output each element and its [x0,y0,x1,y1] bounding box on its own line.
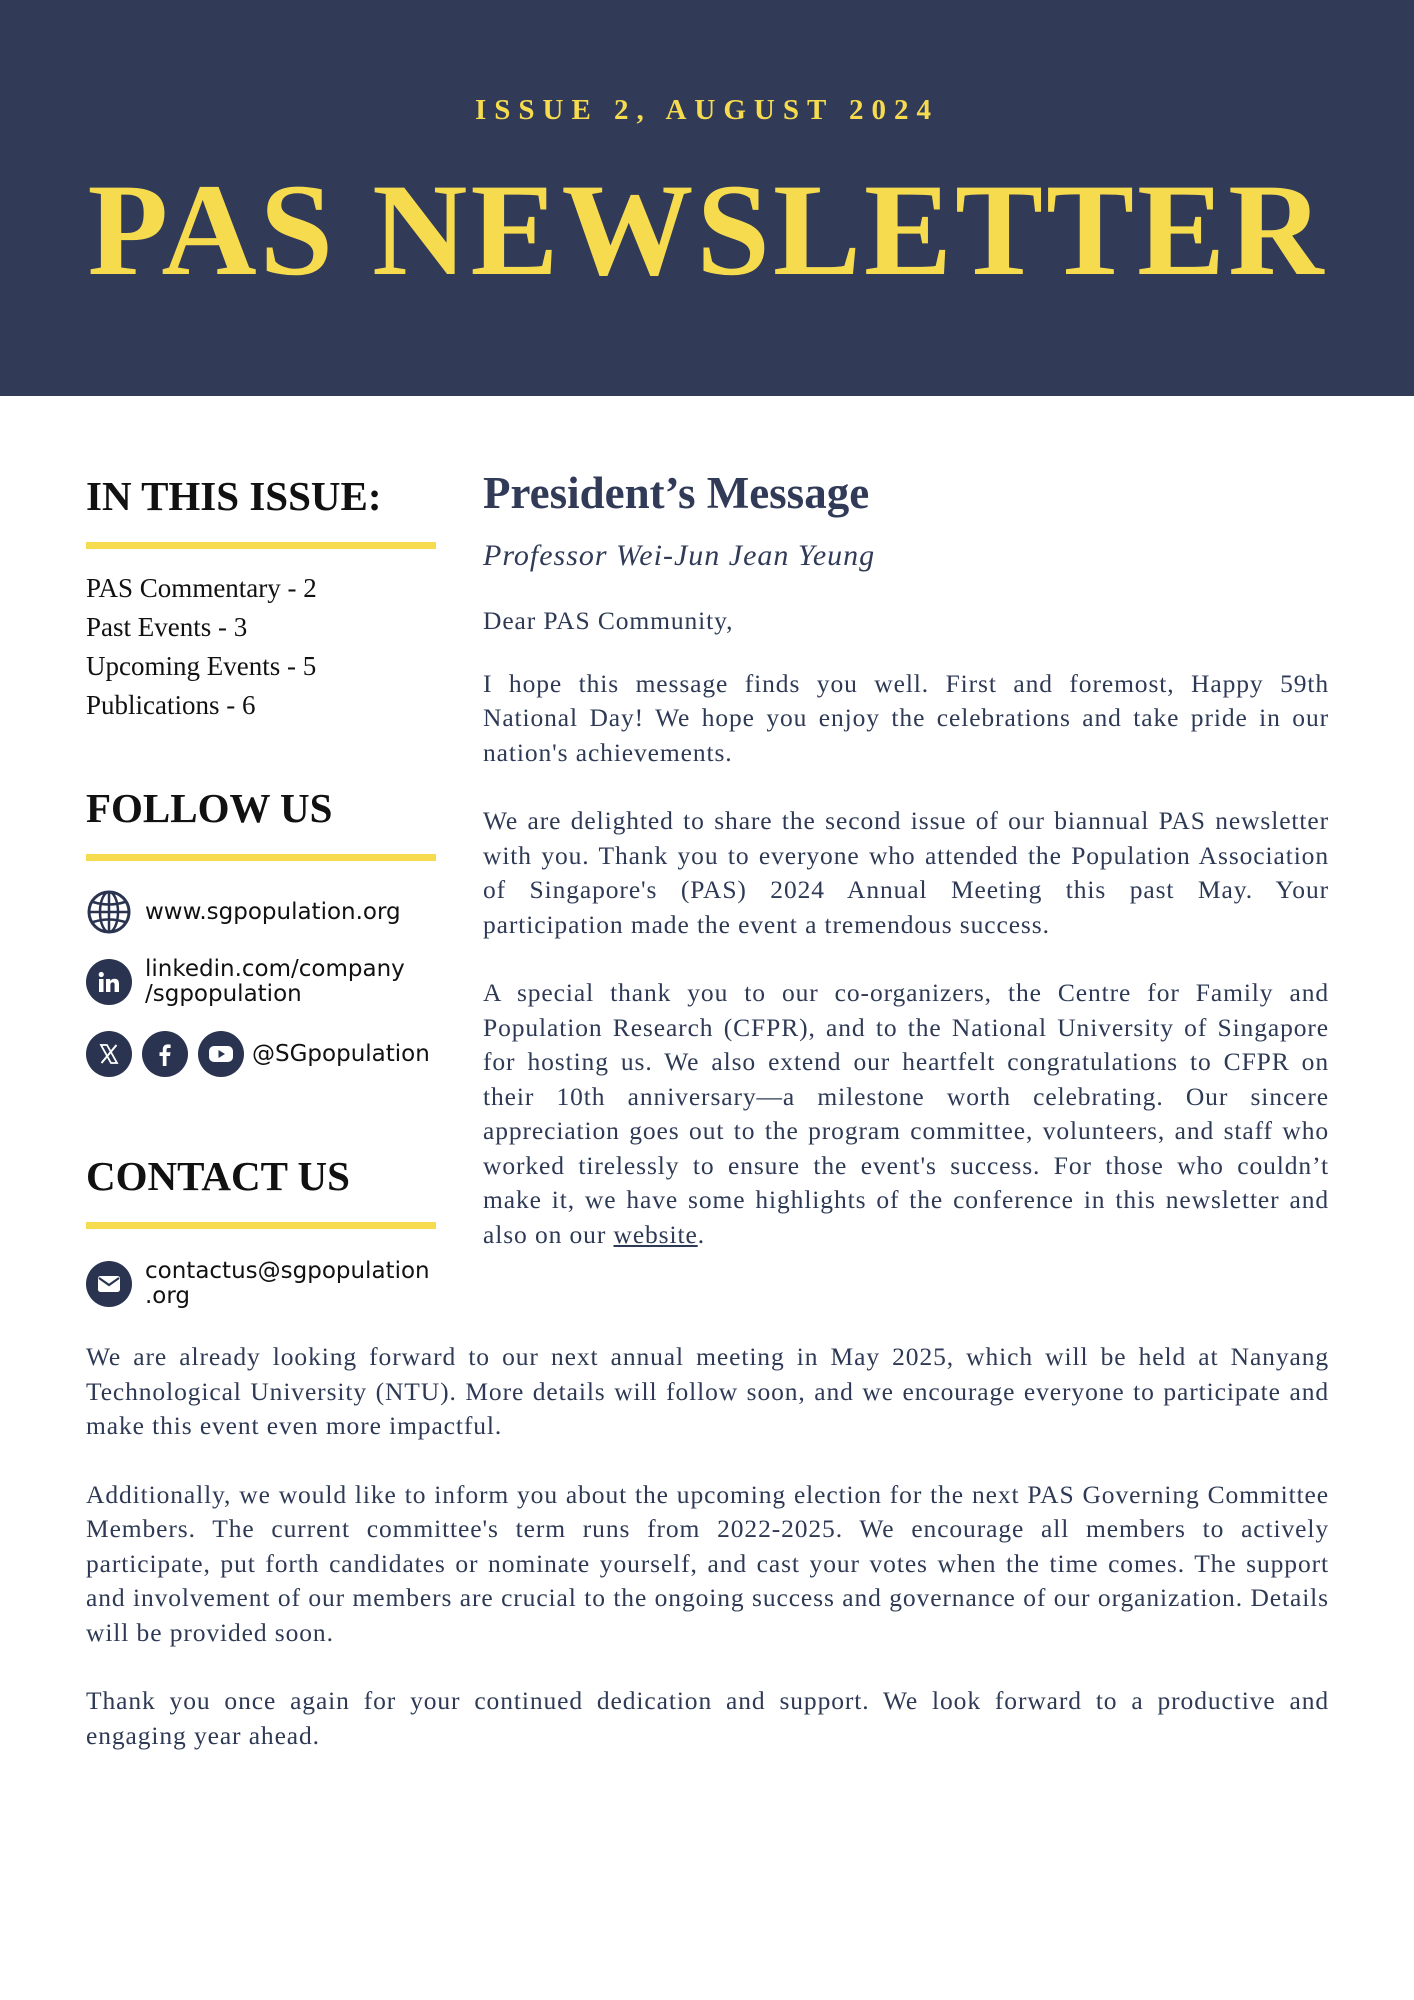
paragraph: Additionally, we would like to inform you about the upcoming election for the next PAS Governing Committee Members. The current committee's term runs from 2022-2025. We encourage all members to actively participate, put forth candidates or nominate yourself, and cast your votes when the time comes. The support and involvement of our members are crucial to the ongoing success and governance of our organization. Details will be provided soon. [86,1479,1329,1647]
issue-date: ISSUE 2, AUGUST 2024 [474,94,940,126]
follow-us-heading: FOLLOW US [86,785,333,831]
linkedin-row[interactable] [86,957,446,1007]
greeting: Dear PAS Community, [483,606,734,635]
mail-icon [86,1261,132,1307]
website-link[interactable]: website [613,1219,698,1249]
in-this-issue-heading: IN THIS ISSUE: [86,473,382,519]
globe-icon [86,889,132,935]
newsletter-title: PAS NEWSLETTER [87,156,1327,303]
divider [86,854,436,861]
website-row[interactable] [86,889,446,935]
contact-us-section [86,1148,446,1309]
divider [86,1222,436,1229]
follow-us-section [86,780,446,1077]
sidebar [86,468,446,1309]
toc-item[interactable]: Upcoming Events - 5 [86,651,317,681]
paragraph: We are delighted to share the second issue of our biannual PAS newsletter with you. Thank you to everyone who attended the Population Association of Singapore's (PAS) 2024 Annual Meeting this past May. Your participation made the event a tremendous success. [483,806,1329,939]
x-icon[interactable] [86,1031,132,1077]
toc-item[interactable]: Past Events - 3 [86,612,248,642]
paragraph: We are already looking forward to our next annual meeting in May 2025, which will be held at Nanyang Technological University (NTU). More details will follow soon, and we encourage everyone to participate and make this event even more impactful. [86,1342,1329,1440]
message-author: Professor Wei-Jun Jean Yeung [483,539,876,572]
email-link[interactable] [145,1259,430,1309]
presidents-message [483,462,1329,1252]
toc-item[interactable]: Publications - 6 [86,690,256,720]
message-title: President’s Message [483,468,870,518]
social-handle[interactable]: @SGpopulation [252,1041,430,1067]
contact-us-heading: CONTACT US [86,1153,350,1199]
linkedin-line-1: linkedin.com/company [145,956,405,982]
paragraph-text: A special thank you to our co-organizers, the Centre for Family and Population Research (CFPR), and to the National University of Singapore for hosting us. We also extend our heartfelt congratulations to CFPR on their 10th anniversary—a milestone worth celebrating. Our sincere appreciation goes out to the program committee, volunteers, and staff who worked tirelessly to ensure the event's success. For those who couldn’t make it, we have some highlights of the conference in this newsletter and also on our [483,978,1329,1249]
message-continued [86,1340,1329,1753]
paragraph: Thank you once again for your continued dedication and support. We look forward to a productive and engaging year ahead. [86,1686,1329,1750]
linkedin-icon [86,959,132,1005]
header-banner [0,0,1414,396]
email-line-2: .org [145,1283,191,1309]
divider [86,542,436,549]
youtube-icon[interactable] [198,1031,244,1077]
paragraph [483,976,1329,1252]
paragraph: I hope this message finds you well. First and foremost, Happy 59th National Day! We hope you enjoy the celebrations and take pride in our nation's achievements. [483,668,1329,767]
email-line-1: contactus@sgpopulation [145,1258,430,1284]
toc-list [86,569,446,725]
facebook-icon[interactable] [142,1031,188,1077]
toc-item[interactable]: PAS Commentary - 2 [86,573,317,603]
paragraph-end: . [697,1219,705,1249]
linkedin-line-2: /sgpopulation [145,981,302,1007]
in-this-issue-section [86,468,446,725]
email-row[interactable] [86,1259,446,1309]
website-link[interactable]: www.sgpopulation.org [145,898,401,925]
social-row [86,1031,446,1077]
linkedin-link[interactable] [145,957,405,1007]
